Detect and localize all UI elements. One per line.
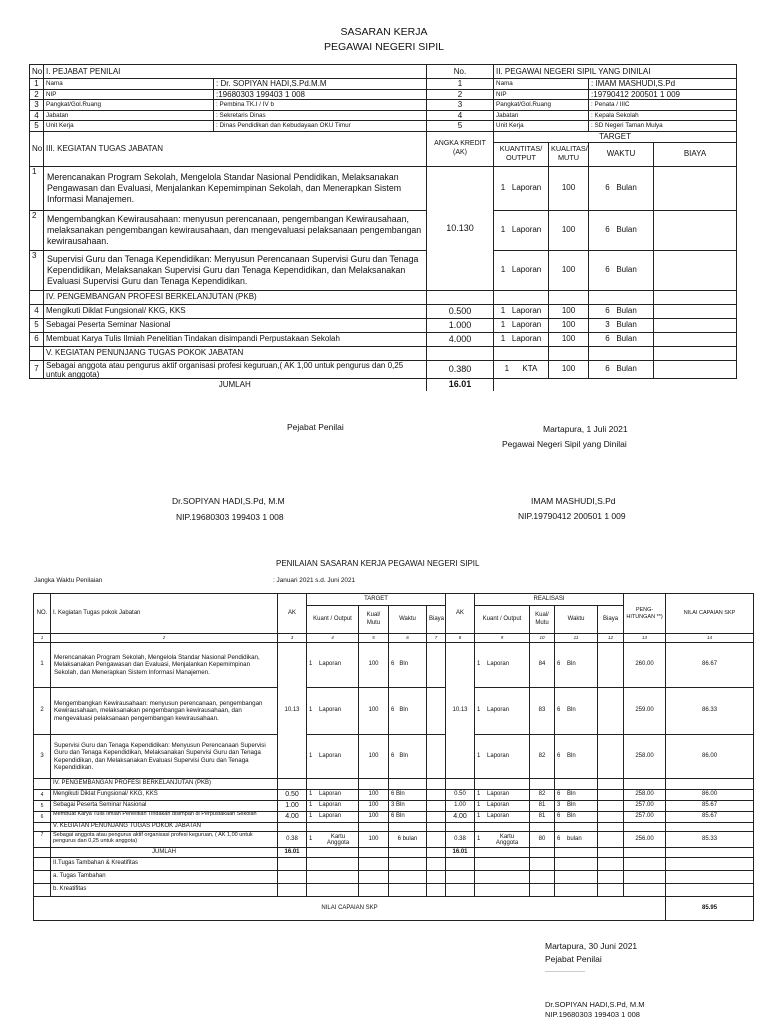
- row-no: 4: [427, 110, 494, 121]
- section-penunjang: V. KEGIATAN PENUNJANG TUGAS POKOK JABATAN: [51, 823, 278, 832]
- ak-value: 0.380: [427, 360, 494, 378]
- r-kual-heading: Kual/ Mutu: [530, 606, 555, 634]
- r-waktu: 6 Bln: [555, 812, 598, 823]
- nilai: 86.00: [666, 790, 754, 801]
- t-waktu: 6 Bln: [389, 812, 427, 823]
- task-text: Sebagai Peserta Seminar Nasional: [44, 318, 427, 332]
- waktu: 6 Bulan: [589, 360, 654, 378]
- field-value: : Penata / IIIC: [589, 100, 737, 111]
- r-biaya-heading: Biaya: [598, 606, 624, 634]
- table-row: [30, 304, 737, 318]
- r-waktu: 6 bulan: [555, 832, 598, 848]
- row-no: 1: [427, 79, 494, 90]
- r-qty: 1 Laporan: [475, 735, 530, 779]
- ak2-heading: AK: [446, 594, 475, 634]
- kual: 100: [549, 210, 589, 250]
- ak2-value: 10.13: [446, 643, 475, 779]
- col-num: 2: [51, 634, 278, 643]
- penghitungan: 258.00: [624, 790, 666, 801]
- task-text: Sebagai anggota atau pengurus aktif organisasi profesi keguruan, ( AK 1,00 untuk pengurus dan 0,25 untuk anggota): [51, 832, 278, 848]
- row-no: 3: [30, 250, 44, 290]
- t-qty: 1 Laporan: [307, 790, 359, 801]
- row-no: 5: [34, 801, 51, 812]
- task-text: Membuat Karya Tulis Ilmiah Penelitian Tindakan disimpan di Perpustakaan Sekolah: [51, 812, 278, 823]
- ak-value: 1.000: [427, 318, 494, 332]
- r-kual: 81: [530, 801, 555, 812]
- t-kuant-heading: Kuant / Output: [307, 606, 359, 634]
- signature-line: [545, 971, 585, 972]
- pejabat-penilai-label-2: Pejabat Penilai: [545, 954, 602, 964]
- r-kual: 83: [530, 688, 555, 735]
- t-waktu: 6 Bln: [389, 735, 427, 779]
- field-label: NIP: [44, 89, 214, 100]
- nilai-capaian-heading: NILAI CAPAIAN SKP: [666, 594, 754, 634]
- ak-value: 4.00: [278, 812, 307, 823]
- r-qty: 1 Laporan: [475, 801, 530, 812]
- qty: 1 Laporan: [494, 210, 549, 250]
- task-text: Supervisi Guru dan Tenaga Kependidikan: Menyusun Perencanaan Supervisi Guru dan Tenaga Kependidikan, Melaksanakan Supervisi Guru dan Tenaga Kependidikan, dan Melaksanakan Evaluasi Supervisi Guru dan Tenaga Kependidikan.: [51, 735, 278, 779]
- field-value: : SD Negeri Taman Mulya: [589, 121, 737, 132]
- col-num: 4: [307, 634, 359, 643]
- task-text: Merencanakan Program Sekolah, Mengelola Standar Nasional Pendidikan, Melaksanakan Pengawasan dan Evaluasi, Menjalankan Kepemimpinan Sekolah, dan Menerapkan Sistem Informasi Manajemen.: [51, 643, 278, 688]
- penilai-name-2: Dr.SOPIYAN HADI,S.Pd, M.M: [545, 1000, 645, 1009]
- task-text: Sebagai anggota atau pengurus aktif organisasi profesi keguruan,( AK 1,00 untuk pengurus dan 0,25 untuk anggota): [44, 360, 427, 378]
- nilai-capaian-label: NILAI CAPAIAN SKP: [34, 897, 666, 921]
- dinilai-nip: NIP.19790412 200501 1 009: [518, 511, 626, 521]
- field-value: : Kepala Sekolah: [589, 110, 737, 121]
- angka-kredit-heading: ANGKA KREDIT (AK): [427, 131, 494, 166]
- col-num: 1: [34, 634, 51, 643]
- table-row: [30, 210, 737, 250]
- nilai: 86.67: [666, 643, 754, 688]
- field-value: : IMAM MASHUDI,S.Pd: [589, 79, 737, 90]
- page-title-1: SASARAN KERJA: [340, 26, 428, 38]
- row-no: 1: [34, 643, 51, 688]
- task-text: Mengikuti Diklat Fungsional/ KKG, KKS: [44, 304, 427, 318]
- kegiatan-heading: III. KEGIATAN TUGAS JABATAN: [44, 131, 427, 166]
- pns-dinilai-heading: II. PEGAWAI NEGERI SIPIL YANG DINILAI: [494, 65, 737, 79]
- row-no: 2: [34, 688, 51, 735]
- col-no: NO.: [34, 594, 51, 634]
- col-num: 10: [530, 634, 555, 643]
- table-row: [30, 332, 737, 346]
- col-num: 6: [389, 634, 427, 643]
- field-value: :19680303 199403 1 008: [214, 89, 427, 100]
- field-label: Unit Kerja: [494, 121, 589, 132]
- ak-value: 10.13: [278, 643, 307, 779]
- place-date-2: Martapura, 30 Juni 2021: [545, 941, 638, 951]
- r-kual: 82: [530, 790, 555, 801]
- ak-value: 1.00: [278, 801, 307, 812]
- section-pkb: IV. PENGEMBANGAN PROFESI BERKELANJUTAN (PKB): [44, 290, 427, 304]
- t-biaya-heading: Biaya: [427, 606, 446, 634]
- t-waktu: 6 Bln: [389, 643, 427, 688]
- kual: 100: [549, 250, 589, 290]
- place-date-1: Martapura, 1 Juli 2021: [543, 424, 628, 434]
- col-num: 12: [598, 634, 624, 643]
- jumlah-total-realisasi: 16.01: [446, 848, 475, 858]
- table-row: [30, 250, 737, 290]
- biaya: [654, 250, 737, 290]
- ak-heading: AK: [278, 594, 307, 634]
- table-row: [30, 318, 737, 332]
- row-no: 6: [30, 332, 44, 346]
- qty: 1 Laporan: [494, 166, 549, 210]
- row-no: 7: [34, 832, 51, 848]
- field-label: Pangkat/Gol.Ruang: [494, 100, 589, 111]
- r-waktu: 6 Bln: [555, 688, 598, 735]
- jumlah-label: JUMLAH: [218, 380, 251, 390]
- field-label: Unit Kerja: [44, 121, 214, 132]
- qty: 1 Laporan: [494, 318, 549, 332]
- row-no: 5: [30, 318, 44, 332]
- col-num: 11: [555, 634, 598, 643]
- biaya: [654, 210, 737, 250]
- row-no: 3: [34, 735, 51, 779]
- col-num: 7: [427, 634, 446, 643]
- page-title-2: PEGAWAI NEGERI SIPIL: [323, 41, 444, 53]
- section-penunjang: V. KEGIATAN PENUNJANG TUGAS POKOK JABATAN: [44, 346, 427, 360]
- penilai-nip: NIP.19680303 199403 1 008: [176, 512, 284, 522]
- penghitungan: 256.00: [624, 832, 666, 848]
- kual: 100: [549, 360, 589, 378]
- task-text: Mengembangkan Kewirausahaan: menyusun perencanaan, pengembangan Kewirausahaan, melaksanakan pengembangan kewirausahaan, dan mengevaluasi pelaksanaan pengembangan kewirausahaan.: [51, 688, 278, 735]
- field-label: Jabatan: [494, 110, 589, 121]
- row-no: 5: [30, 121, 44, 132]
- jumlah-total: 16.01: [427, 378, 494, 391]
- col-num: 14: [666, 634, 754, 643]
- t-qty: 1 Kartu Anggota: [307, 832, 359, 848]
- col-no-3: No.: [30, 131, 44, 166]
- row-no: 4: [30, 304, 44, 318]
- nilai: 85.67: [666, 801, 754, 812]
- t-kual: 100: [359, 688, 389, 735]
- tugas-tambahan-heading: II.Tugas Tambahan & Kreatifitas: [51, 858, 278, 871]
- t-waktu: 6 Bln: [389, 688, 427, 735]
- col-num: 8: [446, 634, 475, 643]
- r-waktu: 6 Bln: [555, 643, 598, 688]
- target-heading: TARGET: [494, 131, 737, 142]
- t-waktu-heading: Waktu: [389, 606, 427, 634]
- t-kual: 100: [359, 801, 389, 812]
- penghitungan: 258.00: [624, 735, 666, 779]
- row-no: 1: [30, 79, 44, 90]
- qty: 1 Laporan: [494, 304, 549, 318]
- waktu: 6 Bulan: [589, 210, 654, 250]
- table-row: [30, 360, 737, 378]
- t-waktu: 3 Bln: [389, 801, 427, 812]
- t-kual-heading: Kual/ Mutu: [359, 606, 389, 634]
- qty: 1 Laporan: [494, 250, 549, 290]
- table-row: [34, 790, 754, 801]
- row-no: 2: [427, 89, 494, 100]
- row-no: 3: [30, 100, 44, 111]
- kual: 100: [549, 332, 589, 346]
- ak-value: 4.000: [427, 332, 494, 346]
- qty: 1 KTA: [494, 360, 549, 378]
- r-kual: 84: [530, 643, 555, 688]
- table-row: [34, 801, 754, 812]
- r-kual: 80: [530, 832, 555, 848]
- biaya: [654, 304, 737, 318]
- r-kual: 82: [530, 735, 555, 779]
- sasaran-kerja-table: [29, 64, 737, 391]
- field-value: : Dr. SOPIYAN HADI,S.Pd.M.M: [214, 79, 427, 90]
- penghitungan: 257.00: [624, 812, 666, 823]
- row-no: 3: [427, 100, 494, 111]
- ak-value: 0.50: [278, 790, 307, 801]
- t-qty: 1 Laporan: [307, 801, 359, 812]
- biaya-heading: BIAYA: [654, 142, 737, 166]
- table-row: [34, 643, 754, 688]
- penghitungan: 260.00: [624, 643, 666, 688]
- field-label: NIP: [494, 89, 589, 100]
- t-kual: 100: [359, 643, 389, 688]
- nilai: 85.67: [666, 812, 754, 823]
- task-text: Mengikuti Diklat Fungsional/ KKG, KKS: [51, 790, 278, 801]
- waktu: 6 Bulan: [589, 304, 654, 318]
- kual: 100: [549, 318, 589, 332]
- waktu-heading: WAKTU: [589, 142, 654, 166]
- kegiatan-heading: I. Kegiatan Tugas pokok Jabatan: [51, 594, 278, 634]
- table-row: [34, 832, 754, 848]
- r-kual: 81: [530, 812, 555, 823]
- t-kual: 100: [359, 790, 389, 801]
- col-num: 13: [624, 634, 666, 643]
- row-no: 4: [34, 790, 51, 801]
- biaya: [654, 360, 737, 378]
- r-waktu: 3 Bln: [555, 801, 598, 812]
- field-value: : Sekretaris Dinas: [214, 110, 427, 121]
- qty: 1 Laporan: [494, 332, 549, 346]
- row-no: 5: [427, 121, 494, 132]
- waktu: 6 Bulan: [589, 166, 654, 210]
- ak-value: 10.130: [427, 166, 494, 290]
- task-text: Supervisi Guru dan Tenaga Kependidikan: Menyusun Perencanaan Supervisi Guru dan Tenaga Kependidikan, Melaksanakan Supervisi Guru dan Tenaga Kependidikan, dan Melaksanakan Evaluasi Supervisi Guru dan Tenaga Kependidikan.: [44, 250, 427, 290]
- t-waktu: 6 Bln: [389, 790, 427, 801]
- row-no: 4: [30, 110, 44, 121]
- kuantitas-heading: KUANTITAS/ OUTPUT: [494, 142, 549, 166]
- row-no: 7: [30, 360, 44, 378]
- pejabat-penilai-label: Pejabat Penilai: [287, 422, 344, 432]
- jangka-value: : Januari 2021 s.d. Juni 2021: [273, 577, 356, 584]
- penghitungan-heading: PENG- HITUNGAN **): [624, 594, 666, 634]
- waktu: 6 Bulan: [589, 332, 654, 346]
- task-text: Mengembangkan Kewirausahaan: menyusun perencanaan, pengembangan Kewirausahaan, melaksanakan pengembangan kewirausahaan, dan mengevaluasi pelaksanaan pengembangan kewirausahaan.: [44, 210, 427, 250]
- r-qty: 1 Laporan: [475, 790, 530, 801]
- tugas-tambahan-a: a. Tugas Tambahan: [51, 871, 278, 884]
- nilai: 85.33: [666, 832, 754, 848]
- table-row: [34, 812, 754, 823]
- row-no: 2: [30, 89, 44, 100]
- nilai-capaian-value: 85.95: [666, 897, 754, 921]
- col-num: 9: [475, 634, 530, 643]
- pns-dinilai-label: Pegawai Negeri Sipil yang Dinilai: [502, 439, 627, 449]
- r-qty: 1 Laporan: [475, 688, 530, 735]
- pejabat-penilai-heading: I. PEJABAT PENILAI: [44, 65, 427, 79]
- row-no: 1: [30, 166, 44, 210]
- t-waktu: 6 bulan: [389, 832, 427, 848]
- field-label: Nama: [494, 79, 589, 90]
- kual: 100: [549, 166, 589, 210]
- t-kual: 100: [359, 735, 389, 779]
- ak-value: 0.500: [427, 304, 494, 318]
- r-kuant-heading: Kuant / Output: [475, 606, 530, 634]
- row-no: 2: [30, 210, 44, 250]
- penghitungan: 259.00: [624, 688, 666, 735]
- col-no-2: No.: [427, 65, 494, 79]
- r-qty: 1 Laporan: [475, 812, 530, 823]
- field-label: Nama: [44, 79, 214, 90]
- penilai-name: Dr.SOPIYAN HADI,S.Pd, M.M: [172, 496, 285, 506]
- task-text: Merencanakan Program Sekolah, Mengelola Standar Nasional Pendidikan, Melaksanakan Pengawasan dan Evaluasi, Menjalankan Kepemimpinan Sekolah, dan Menerapkan Sistem Informasi Manajemen.: [44, 166, 427, 210]
- t-qty: 1 Laporan: [307, 643, 359, 688]
- t-kual: 100: [359, 832, 389, 848]
- t-qty: 1 Laporan: [307, 735, 359, 779]
- t-kual: 100: [359, 812, 389, 823]
- penilai-nip-2: NIP.19680303 199403 1 008: [545, 1010, 640, 1019]
- ak2-value: 4.00: [446, 812, 475, 823]
- kreatifitas: b. Kreatifitas: [51, 884, 278, 897]
- waktu: 6 Bulan: [589, 250, 654, 290]
- field-value: :19790412 200501 1 009: [589, 89, 737, 100]
- biaya: [654, 318, 737, 332]
- row-no: 6: [34, 812, 51, 823]
- realisasi-heading: REALISASI: [475, 594, 624, 606]
- r-waktu: 6 Bln: [555, 790, 598, 801]
- r-qty: 1 Laporan: [475, 643, 530, 688]
- r-waktu: 6 Bln: [555, 735, 598, 779]
- t-qty: 1 Laporan: [307, 812, 359, 823]
- r-waktu-heading: Waktu: [555, 606, 598, 634]
- table-row: [34, 688, 754, 735]
- table-row: [34, 735, 754, 779]
- kualitas-heading: KUALITAS/ MUTU: [549, 142, 589, 166]
- col-no: No.: [30, 65, 44, 79]
- ak2-value: 0.38: [446, 832, 475, 848]
- dinilai-name: IMAM MASHUDI,S.Pd: [531, 496, 616, 506]
- col-num: 5: [359, 634, 389, 643]
- jumlah-label: JUMLAH: [51, 848, 278, 858]
- penilaian-title: PENILAIAN SASARAN KERJA PEGAWAI NEGERI SIPIL: [276, 559, 480, 568]
- section-pkb: IV. PENGEMBANGAN PROFESI BERKELANJUTAN (PKB): [51, 779, 278, 790]
- task-text: Sebagai Peserta Seminar Nasional: [51, 801, 278, 812]
- ak-value: 0.38: [278, 832, 307, 848]
- biaya: [654, 332, 737, 346]
- field-value: : Pembina TK.I / IV b: [214, 100, 427, 111]
- penghitungan: 257.00: [624, 801, 666, 812]
- task-text: Membuat Karya Tulis Ilmiah Penelitian Tindakan disimpandi Perpustakaan Sekolah: [44, 332, 427, 346]
- penilaian-table: [33, 593, 754, 921]
- t-qty: 1 Laporan: [307, 688, 359, 735]
- target-heading: TARGET: [307, 594, 446, 606]
- field-label: Pangkat/Gol.Ruang: [44, 100, 214, 111]
- ak2-value: 1.00: [446, 801, 475, 812]
- jangka-label: Jangka Waktu Penilaian: [34, 577, 103, 584]
- nilai: 86.33: [666, 688, 754, 735]
- col-num: 3: [278, 634, 307, 643]
- r-qty: 1 Kartu Anggota: [475, 832, 530, 848]
- field-label: Jabatan: [44, 110, 214, 121]
- ak2-value: 0.50: [446, 790, 475, 801]
- kual: 100: [549, 304, 589, 318]
- field-value: : Dinas Pendidikan dan Kebudayaan OKU Timur: [214, 121, 427, 132]
- jumlah-total: 16.01: [278, 848, 307, 858]
- waktu: 3 Bulan: [589, 318, 654, 332]
- table-row: [30, 166, 737, 210]
- nilai: 86.00: [666, 735, 754, 779]
- biaya: [654, 166, 737, 210]
